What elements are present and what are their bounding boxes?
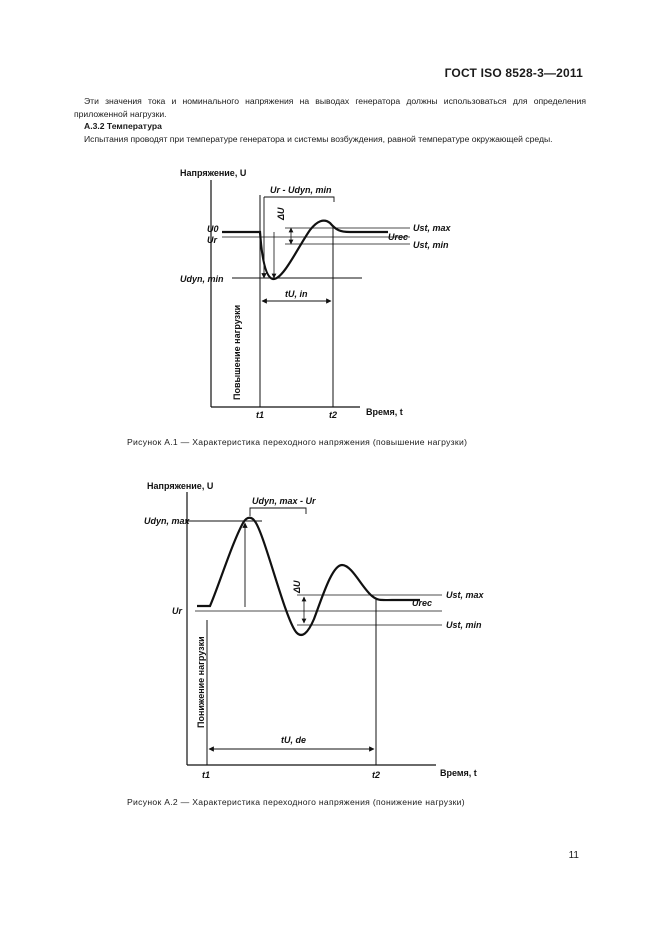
fig2-ur-label: Ur xyxy=(172,606,183,616)
fig2-urec-label: Urec xyxy=(412,598,433,608)
page-number: 11 xyxy=(568,850,579,861)
fig1-ur-label: Ur xyxy=(207,235,218,245)
fig2-udyn-max-label: Udyn, max xyxy=(144,516,190,526)
fig1-urec-label: Urec xyxy=(388,232,409,242)
fig1-x-axis-label: Время, t xyxy=(366,407,403,417)
fig1-top-label: Ur - Udyn, min xyxy=(270,185,332,195)
fig2-y-axis-label: Напряжение, U xyxy=(147,481,214,491)
figure-1 xyxy=(180,168,452,420)
figure-2 xyxy=(144,481,485,780)
fig2-voltage-curve xyxy=(197,518,420,635)
fig1-ust-min-label: Ust, min xyxy=(413,240,449,250)
paragraph-load-values: Эти значения тока и номинального напряжения на выводах генератора должны использоваться для определения приложенной нагрузки. xyxy=(74,96,586,119)
fig2-ust-min-label: Ust, min xyxy=(446,620,482,630)
fig1-t-u-in-label: tU, in xyxy=(285,289,308,299)
figure-2-caption: Рисунок А.2 — Характеристика переходного напряжения (понижение нагрузки) xyxy=(127,797,465,807)
fig2-top-bracket xyxy=(250,508,306,516)
fig2-t2-label: t2 xyxy=(372,770,381,780)
fig2-top-label: Udyn, max - Ur xyxy=(252,496,316,506)
fig1-top-bracket xyxy=(264,197,334,202)
fig2-load-decrease-label: Понижение нагрузки xyxy=(196,636,206,728)
standard-header: ГОСТ ISO 8528-3—2011 xyxy=(444,66,583,80)
fig1-ust-max-label: Ust, max xyxy=(413,223,451,233)
figure-1-caption: Рисунок А.1 — Характеристика переходного напряжения (повышение нагрузки) xyxy=(127,437,468,447)
fig2-delta-u-label: ΔU xyxy=(292,580,302,593)
paragraph-temperature: Испытания проводят при температуре генератора и системы возбуждения, равной температуре окружающей среды. xyxy=(84,134,553,144)
fig1-load-increase-label: Повышение нагрузки xyxy=(232,304,242,400)
fig1-udyn-min-label: Udyn, min xyxy=(180,274,224,284)
fig1-t2-label: t2 xyxy=(329,410,338,420)
fig2-ust-max-label: Ust, max xyxy=(446,590,484,600)
fig1-u0-label: U0 xyxy=(207,224,219,234)
fig1-delta-u-label: ΔU xyxy=(276,207,286,220)
section-heading-temperature: A.3.2 Температура xyxy=(84,121,162,131)
fig2-t1-label: t1 xyxy=(202,770,211,780)
fig1-voltage-curve xyxy=(222,221,388,279)
fig1-t1-label: t1 xyxy=(256,410,265,420)
fig2-x-axis-label: Время, t xyxy=(440,768,477,778)
fig2-t-u-de-label: tU, de xyxy=(281,735,307,745)
fig1-y-axis-label: Напряжение, U xyxy=(180,168,247,178)
